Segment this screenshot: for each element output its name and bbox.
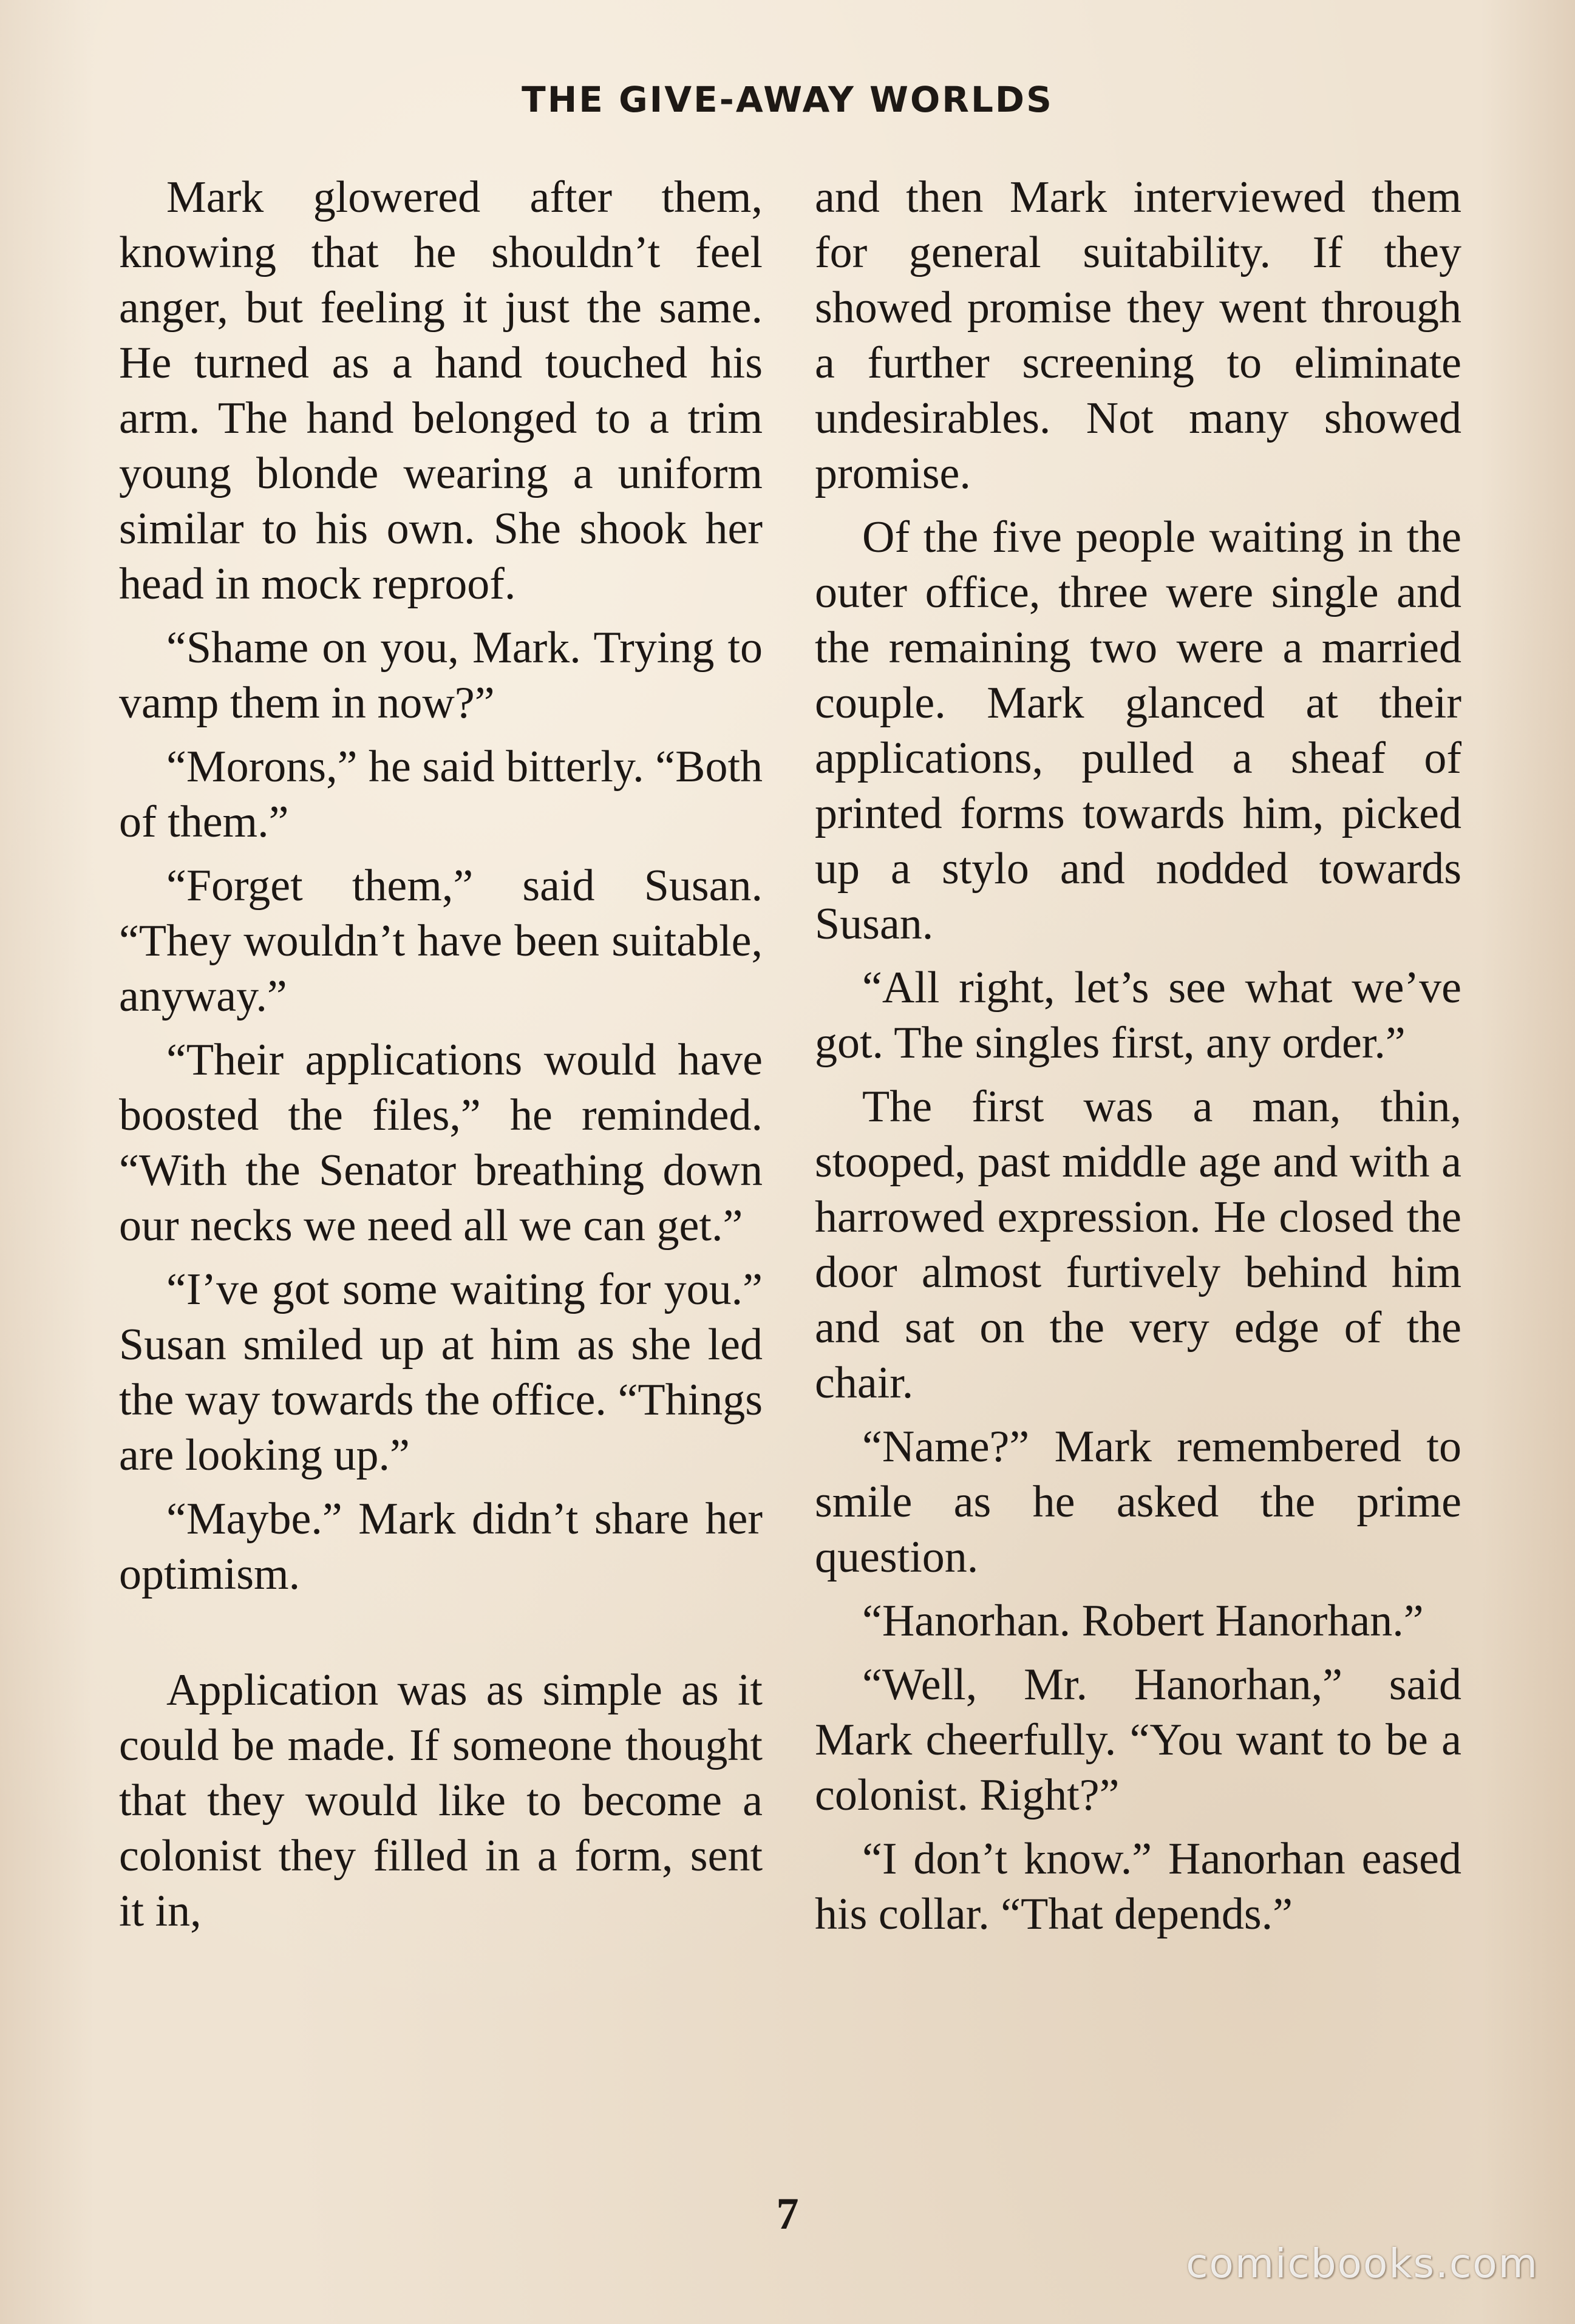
watermark: comicbooks.com [1186,2240,1539,2287]
running-head: THE GIVE-AWAY WORLDS [522,79,1053,120]
paragraph: “Their applications would have boosted the files,” he reminded. “With the Senator breathing down our necks we need all we can get.” [119,1035,763,1251]
paragraph: “I don’t know.” Hanorhan eased his collar. “That depends.” [815,1834,1461,1939]
paragraph: “Well, Mr. Hanorhan,” said Mark cheerfully. “You want to be a colonist. Right?” [815,1660,1461,1820]
left-column [119,170,763,1948]
paragraph: Application was as simple as it could be made. If someone thought that they would like to become a colonist they filled in a form, sent it in, [119,1665,763,1936]
paragraph: “Morons,” he said bitterly. “Both of them.” [119,742,763,847]
paragraph: “Shame on you, Mark. Trying to vamp them in now?” [119,623,763,728]
paragraph: “Hanorhan. Robert Hanorhan.” [862,1596,1424,1646]
paragraph: “Forget them,” said Susan. “They wouldn’t have been suitable, anyway.” [119,861,763,1021]
paragraph: “Maybe.” Mark didn’t share her optimism. [119,1494,763,1599]
right-column [815,170,1461,1951]
paragraph: “I’ve got some waiting for you.” Susan smiled up at him as she led the way towards the office. “Things are looking up.” [119,1265,763,1480]
paragraph: and then Mark interviewed them for general suitability. If they showed promise they went through a further screening to eliminate undesirables. Not many showed promise. [815,172,1461,498]
paragraph: Mark glowered after them, knowing that he shouldn’t feel anger, but feeling it just the same. He turned as a hand touched his arm. The hand belonged to a trim young blonde wearing a uniform similar to his own. She shook her head in mock reproof. [119,172,763,609]
paragraph: “All right, let’s see what we’ve got. The singles first, any order.” [815,963,1461,1068]
paragraph: The first was a man, thin, stooped, past middle age and with a harrowed expression. He closed the door almost furtively behind him and sat on the very edge of the chair. [815,1082,1461,1408]
page-number: 7 [776,2189,799,2239]
paragraph: Of the five people waiting in the outer office, three were single and the remaining two were a married couple. Mark glanced at their applications, pulled a sheaf of printed forms towards him, picked up a stylo and nodded towards Susan. [815,512,1461,949]
paragraph: “Name?” Mark remembered to smile as he asked the prime question. [815,1422,1461,1582]
